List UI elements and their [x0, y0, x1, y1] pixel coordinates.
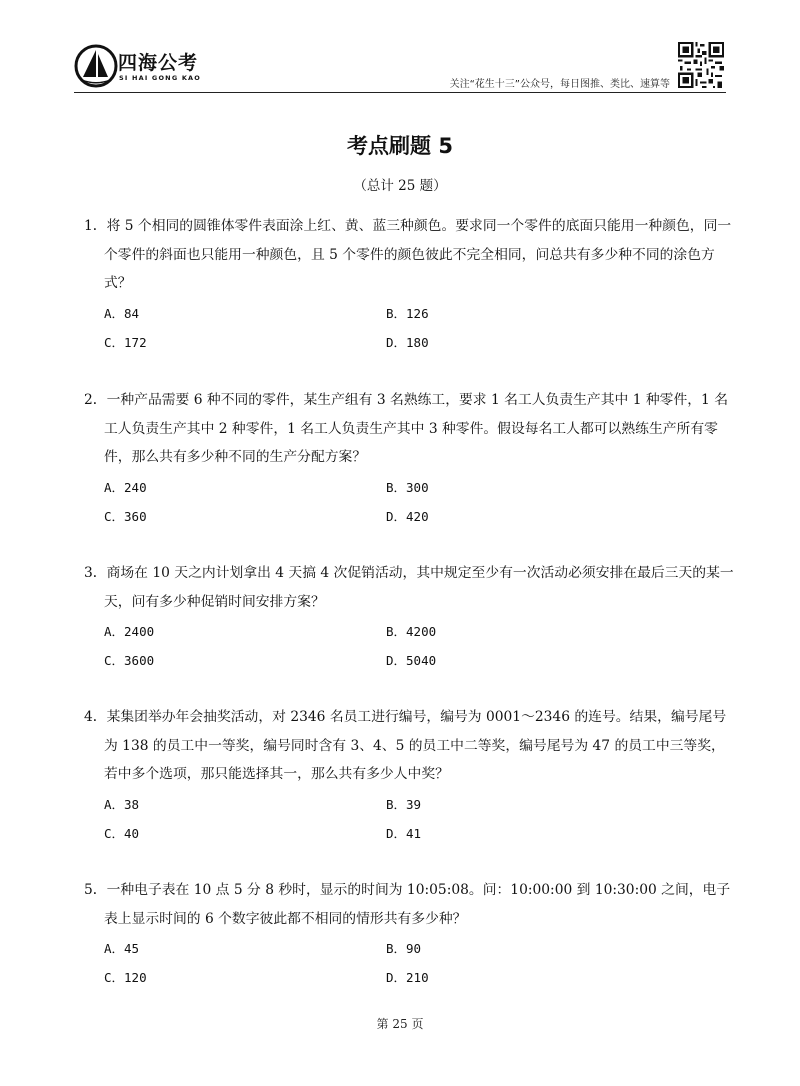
question-stem: 2．一种产品需要 6 种不同的零件，某生产组有 3 名熟练工，要求 1 名工人负责生产其中 1 种零件，1 名工人负责生产其中 2 种零件，1 名工人负责生产其中 3 种零件。假设每名工人都可以熟练生产所有零件，那么共有多少种不同的生产分配方案？: [84, 392, 729, 465]
option-a: A．240: [104, 479, 147, 495]
option-b: B．4200: [386, 624, 437, 639]
option-b: B．39: [386, 796, 422, 812]
answer-options: [84, 618, 734, 676]
question-stem: 4．某集团举办年会抽奖活动，对 2346 名员工进行编号，编号为 0001～2346 的连号。结果，编号尾号为 138 的员工中一等奖，编号同时含有 3、4、5 的员工中二等奖，编号尾号为 47 的员工中三等奖，若中多个选项，那只能选择其一，那么共有多少人中奖？: [84, 709, 727, 782]
option-d: D．180: [386, 334, 429, 350]
question-2: [84, 386, 734, 532]
answer-options: [84, 935, 734, 993]
option-a: A．2400: [104, 624, 155, 639]
question-5: [84, 876, 734, 993]
page-title: 考点刷题 5: [347, 134, 453, 158]
answer-options: [84, 791, 734, 849]
option-d: D．41: [386, 825, 422, 841]
option-c: C．40: [104, 825, 140, 841]
question-stem: 3．商场在 10 天之内计划拿出 4 天搞 4 次促销活动，其中规定至少有一次活动必须安排在最后三天的某一天，问有多少种促销时间安排方案？: [84, 565, 734, 610]
option-a: A．84: [104, 305, 140, 321]
question-1: [84, 212, 734, 358]
option-c: C．3600: [104, 653, 155, 668]
option-a: A．45: [104, 941, 140, 956]
option-d: D．210: [386, 970, 429, 985]
brand-logo: [74, 44, 214, 88]
header-divider: [74, 92, 726, 93]
option-c: C．120: [104, 970, 147, 985]
answer-options: [84, 474, 734, 532]
option-b: B．300: [386, 479, 429, 495]
question-3: [84, 559, 734, 676]
answer-options: [84, 300, 734, 358]
header-slogan: 关注“花生十三”公众号，每日图推、类比、速算等: [449, 79, 670, 90]
question-stem: 5．一种电子表在 10 点 5 分 8 秒时，显示的时间为 10:05:08。问：10:00:00 到 10:30:00 之间，电子表上显示时间的 6 个数字彼此都不相同的情形共有多少种？: [84, 882, 731, 927]
page-number: 第 25 页: [376, 1017, 424, 1031]
option-b: B．126: [386, 305, 429, 321]
option-b: B．90: [386, 941, 422, 956]
question-4: [84, 703, 734, 849]
question-stem: 1．将 5 个相同的圆锥体零件表面涂上红、黄、蓝三种颜色。要求同一个零件的底面只能用一种颜色，同一个零件的斜面也只能用一种颜色，且 5 个零件的颜色彼此不完全相同，问总共有多少种不同的涂色方式？: [84, 218, 732, 291]
logo-chinese-text: 四海公考: [118, 52, 199, 74]
logo-english-text: SI HAI GONG KAO: [119, 74, 202, 82]
sailboat-logo-icon: [74, 44, 118, 88]
option-d: D．5040: [386, 653, 437, 668]
page-subtitle: （总计 25 题）: [353, 178, 447, 194]
option-a: A．38: [104, 796, 140, 812]
option-d: D．420: [386, 508, 429, 524]
option-c: C．360: [104, 508, 147, 524]
page-header: [0, 0, 800, 95]
option-c: C．172: [104, 334, 147, 350]
qr-code-icon: [678, 42, 724, 88]
